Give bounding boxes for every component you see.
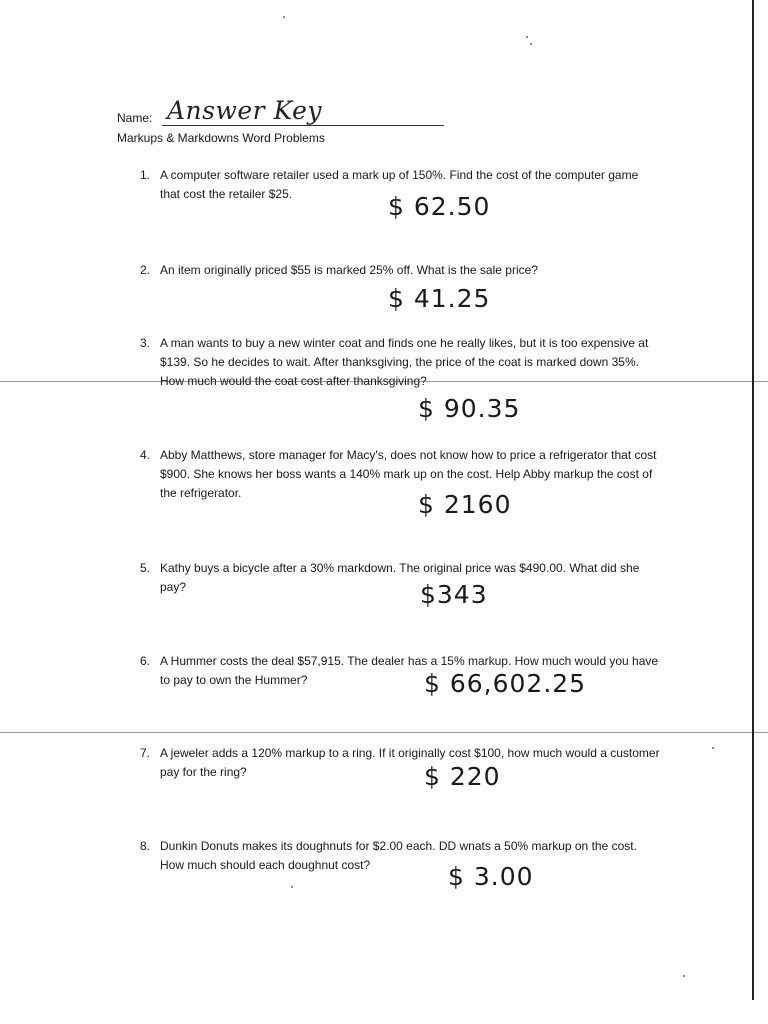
scan-speck xyxy=(530,43,532,45)
problem-number: 4. xyxy=(140,448,151,462)
problem-number: 6. xyxy=(140,654,151,668)
answer-5: $343 xyxy=(420,580,488,609)
scan-line xyxy=(0,732,768,733)
worksheet-title: Markups & Markdowns Word Problems xyxy=(117,131,325,145)
scan-speck xyxy=(712,747,714,749)
problem-text: A Hummer costs the deal $57,915. The dealer has a 15% markup. How much would you have to pay to own the Hummer? xyxy=(160,654,659,687)
answer-4: $ 2160 xyxy=(418,490,512,519)
name-label: Name: xyxy=(117,111,153,125)
problem-number: 3. xyxy=(140,336,151,350)
problem-number: 2. xyxy=(140,263,151,277)
problem-number: 8. xyxy=(140,839,151,853)
answer-7: $ 220 xyxy=(424,762,501,791)
answer-1: $ 62.50 xyxy=(388,192,491,221)
problem-text: A jeweler adds a 120% markup to a ring. If it originally cost $100, how much would a customer pay for the ring? xyxy=(160,746,660,779)
problem-text: Kathy buys a bicycle after a 30% markdown. The original price was $490.00. What did she pay? xyxy=(160,561,640,594)
scan-speck xyxy=(526,36,528,38)
problem-number: 5. xyxy=(140,561,151,575)
answer-3: $ 90.35 xyxy=(418,394,521,423)
name-underline xyxy=(162,125,444,126)
problem-text: An item originally priced $55 is marked 25% off. What is the sale price? xyxy=(160,263,538,277)
scan-speck xyxy=(283,16,285,18)
answer-6: $ 66,602.25 xyxy=(424,669,587,698)
problem-number: 7. xyxy=(140,746,151,760)
answer-2: $ 41.25 xyxy=(388,284,491,313)
name-row xyxy=(117,98,447,130)
answer-8: $ 3.00 xyxy=(448,862,534,891)
page-edge xyxy=(752,0,754,1000)
problem-number: 1. xyxy=(140,168,151,182)
scan-speck xyxy=(291,886,293,888)
name-handwritten: Answer Key xyxy=(167,96,322,125)
problem-text: A man wants to buy a new winter coat and finds one he really likes, but it is too expensive at $139. So he decides to wait. After thanksgiving, the price of the coat is marked down 35%. How much would the coat cost after thanksgiving? xyxy=(160,336,649,388)
problem-text: Dunkin Donuts makes its doughnuts for $2.00 each. DD wnats a 50% markup on the cost. How much should each doughnut cost? xyxy=(160,839,637,872)
scan-speck xyxy=(683,975,685,977)
problem-text: A computer software retailer used a mark up of 150%. Find the cost of the computer game that cost the retailer $25. xyxy=(160,168,639,201)
problem-text: Abby Matthews, store manager for Macy's, does not know how to price a refrigerator that cost $900. She knows her boss wants a 140% mark up on the cost. Help Abby markup the cost of the refrigerator. xyxy=(160,448,657,500)
